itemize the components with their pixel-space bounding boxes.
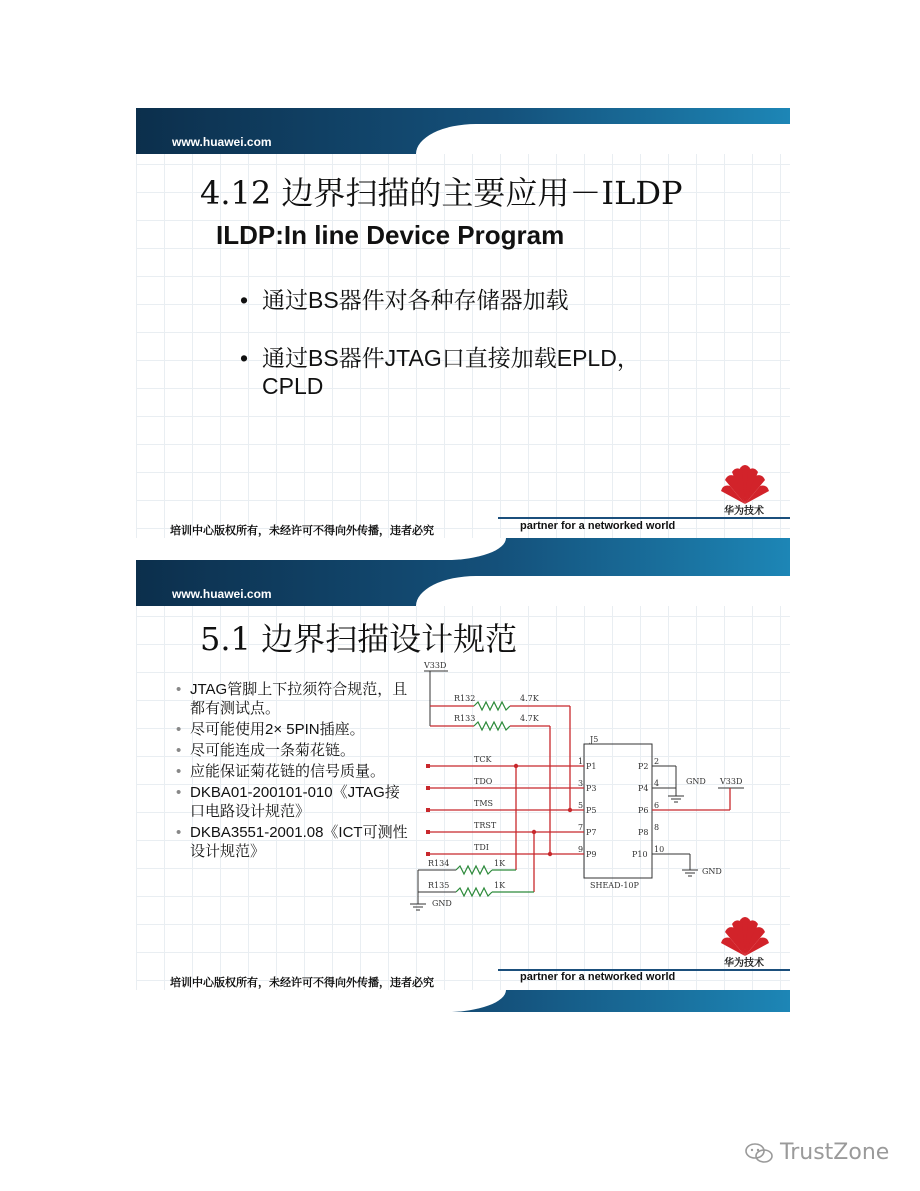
pin-num-5: 5: [578, 801, 584, 810]
pin-p1: P1: [586, 762, 597, 771]
pin-num-8: 8: [654, 823, 660, 832]
label-tdo: TDO: [474, 777, 493, 786]
watermark-text: TrustZone: [780, 1140, 890, 1165]
header-swoosh: [416, 576, 790, 606]
header-url: www.huawei.com: [172, 587, 272, 601]
label-gnd-right-1: GND: [686, 777, 706, 786]
label-r132-value: 4.7K: [520, 694, 539, 703]
bullet-item: • DKBA3551-2001.08《ICT可测性设计规范》: [176, 823, 411, 861]
pin-num-10: 10: [654, 845, 665, 854]
footer-rule: [498, 517, 790, 519]
wechat-icon: [744, 1141, 774, 1165]
label-v33d-right: V33D: [720, 777, 743, 786]
tagline: partner for a networked world: [520, 971, 676, 983]
bullet-list: [240, 286, 692, 430]
pin-num-7: 7: [578, 823, 584, 832]
slide-header-bar: [136, 560, 790, 606]
label-r134: R134: [428, 859, 450, 868]
tagline: partner for a networked world: [520, 520, 676, 532]
pin-num-9: 9: [578, 845, 584, 854]
label-r133-value: 4.7K: [520, 714, 539, 723]
pin-p2: P2: [638, 762, 649, 771]
pin-p3: P3: [586, 784, 597, 793]
logo-caption: 华为技术: [724, 506, 764, 517]
bullet-item: • 通过BS器件对各种存储器加载: [240, 286, 692, 314]
slide-footer-bar: [136, 538, 790, 560]
copyright-notice: 培训中心版权所有，未经许可不得向外传播，违者必究: [170, 976, 434, 989]
pin-num-6: 6: [654, 801, 660, 810]
slide-ildp: [136, 108, 790, 538]
bullet-item: • 通过BS器件JTAG口直接加载EPLD，CPLD: [240, 344, 692, 400]
label-v33d: V33D: [424, 661, 447, 670]
pin-p8: P8: [638, 828, 649, 837]
pin-num-1: 1: [578, 757, 584, 766]
label-r132: R132: [454, 694, 476, 703]
label-tck: TCK: [474, 755, 492, 764]
header-swoosh: [416, 124, 790, 154]
bullet-item: • JTAG管脚上下拉须符合规范，且都有测试点。: [176, 680, 411, 718]
slide-title: 4.12 边界扫描的主要应用－ILDP: [200, 174, 683, 212]
pin-num-3: 3: [578, 779, 584, 788]
slide-bs-design: [136, 560, 790, 1012]
jtag-schematic: [404, 656, 788, 930]
pin-p10: P10: [632, 850, 648, 859]
pin-p7: P7: [586, 828, 597, 837]
slide-subtitle: ILDP:In line Device Program: [216, 220, 565, 250]
pin-p4: P4: [638, 784, 649, 793]
label-gnd-right-2: GND: [702, 867, 722, 876]
bullet-item: • 应能保证菊花链的信号质量。: [176, 762, 411, 781]
slide-title: 5.1 边界扫描设计规范: [200, 620, 518, 658]
pin-num-2: 2: [654, 757, 660, 766]
bullet-item: • 尽可能使用2× 5PIN插座。: [176, 720, 411, 739]
label-r134-value: 1K: [494, 859, 506, 868]
footer-swoosh: [136, 538, 506, 560]
bullet-item: • DKBA01-200101-010《JTAG接口电路设计规范》: [176, 783, 411, 821]
label-r135: R135: [428, 881, 450, 890]
label-gnd-left: GND: [432, 899, 452, 908]
label-trst: TRST: [474, 821, 497, 830]
pin-p9: P9: [586, 850, 597, 859]
header-url: www.huawei.com: [172, 135, 272, 149]
watermark: [744, 1140, 889, 1165]
label-j5: J5: [590, 735, 599, 744]
pin-p6: P6: [638, 806, 649, 815]
logo-caption: 华为技术: [724, 958, 764, 969]
bullet-list: [176, 680, 411, 863]
label-r135-value: 1K: [494, 881, 506, 890]
bullet-item: • 尽可能连成一条菊花链。: [176, 741, 411, 760]
pin-p5: P5: [586, 806, 597, 815]
pin-num-4: 4: [654, 779, 660, 788]
copyright-notice: 培训中心版权所有，未经许可不得向外传播，违者必究: [170, 524, 434, 537]
label-tdi: TDI: [474, 843, 489, 852]
label-r133: R133: [454, 714, 476, 723]
slide-header-bar: [136, 108, 790, 154]
footer-swoosh: [136, 990, 506, 1012]
slide-footer-bar: [136, 990, 790, 1012]
label-part: SHEAD-10P: [590, 881, 639, 890]
label-tms: TMS: [474, 799, 494, 808]
